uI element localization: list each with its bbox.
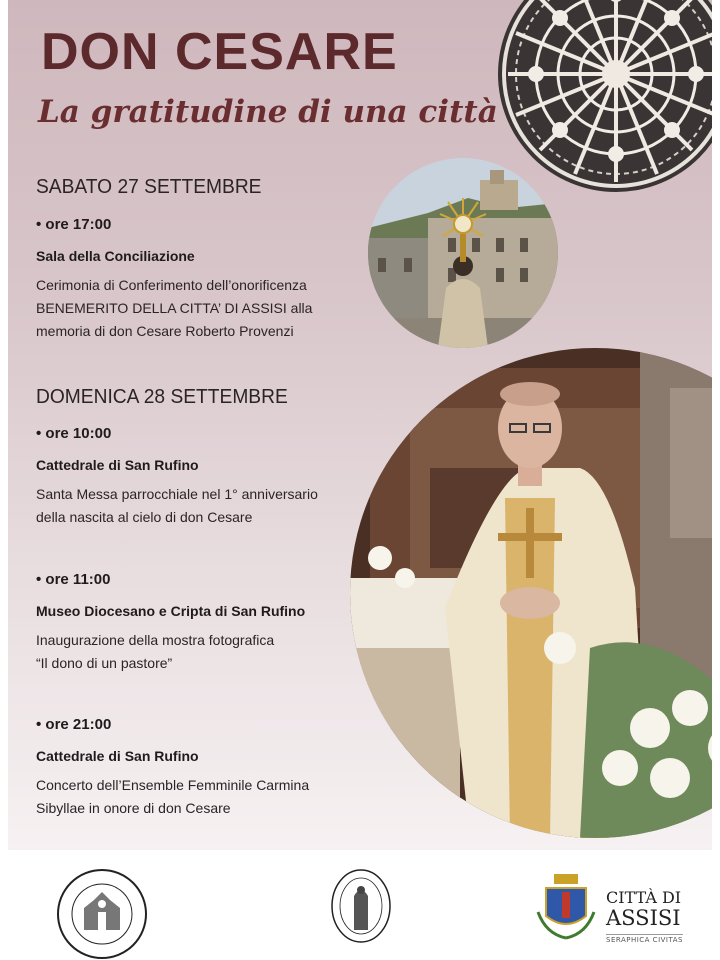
- event-description: [36, 483, 336, 529]
- description-line: “Il dono di un pastore”: [36, 655, 173, 671]
- day-heading-saturday: SABATO 27 SETTEMBRE: [36, 176, 262, 198]
- rose-window-icon: [496, 0, 712, 194]
- event-venue: Cattedrale di San Rufino: [36, 748, 199, 764]
- event-venue: Sala della Conciliazione: [36, 248, 195, 264]
- event-description: [36, 774, 336, 820]
- city-name-line1: CITTÀ DI: [606, 888, 682, 907]
- description-line: Inaugurazione della mostra fotografica: [36, 632, 275, 648]
- description-line: della nascita al cielo di don Cesare: [36, 509, 253, 525]
- event-time: • ore 11:00: [36, 571, 111, 588]
- event-time: • ore 10:00: [36, 425, 112, 442]
- event-description: [36, 274, 336, 343]
- event-venue: Cattedrale di San Rufino: [36, 457, 199, 473]
- procession-photo: [368, 158, 558, 348]
- event-description: [36, 629, 336, 675]
- page-subtitle: La gratitudine di una città: [38, 94, 498, 130]
- description-line: BENEMERITO DELLA CITTA’ DI ASSISI alla: [36, 300, 313, 316]
- description-line: Concerto dell’Ensemble Femminile Carmina: [36, 777, 310, 793]
- day-heading-sunday: DOMENICA 28 SETTEMBRE: [36, 386, 288, 408]
- description-line: Sibyllae in onore di don Cesare: [36, 800, 231, 816]
- city-motto: SERAPHICA CIVITAS: [606, 936, 683, 944]
- don-cesare-portrait: [350, 348, 712, 838]
- event-time: • ore 17:00: [36, 216, 112, 233]
- description-line: memoria di don Cesare Roberto Provenzi: [36, 323, 294, 339]
- event-venue: Museo Diocesano e Cripta di San Rufino: [36, 603, 306, 619]
- event-time: • ore 21:00: [36, 716, 112, 733]
- page-title: DON CESARE: [41, 23, 398, 81]
- museum-logo-icon: [330, 868, 392, 944]
- description-line: Santa Messa parrocchiale nel 1° anniversario: [36, 486, 318, 502]
- city-name-line2: ASSISI: [606, 906, 681, 930]
- parish-logo-icon: [56, 868, 148, 960]
- footer-logos: [8, 850, 712, 943]
- description-line: Cerimonia di Conferimento dell’onorificenza: [36, 277, 307, 293]
- poster: [8, 0, 712, 850]
